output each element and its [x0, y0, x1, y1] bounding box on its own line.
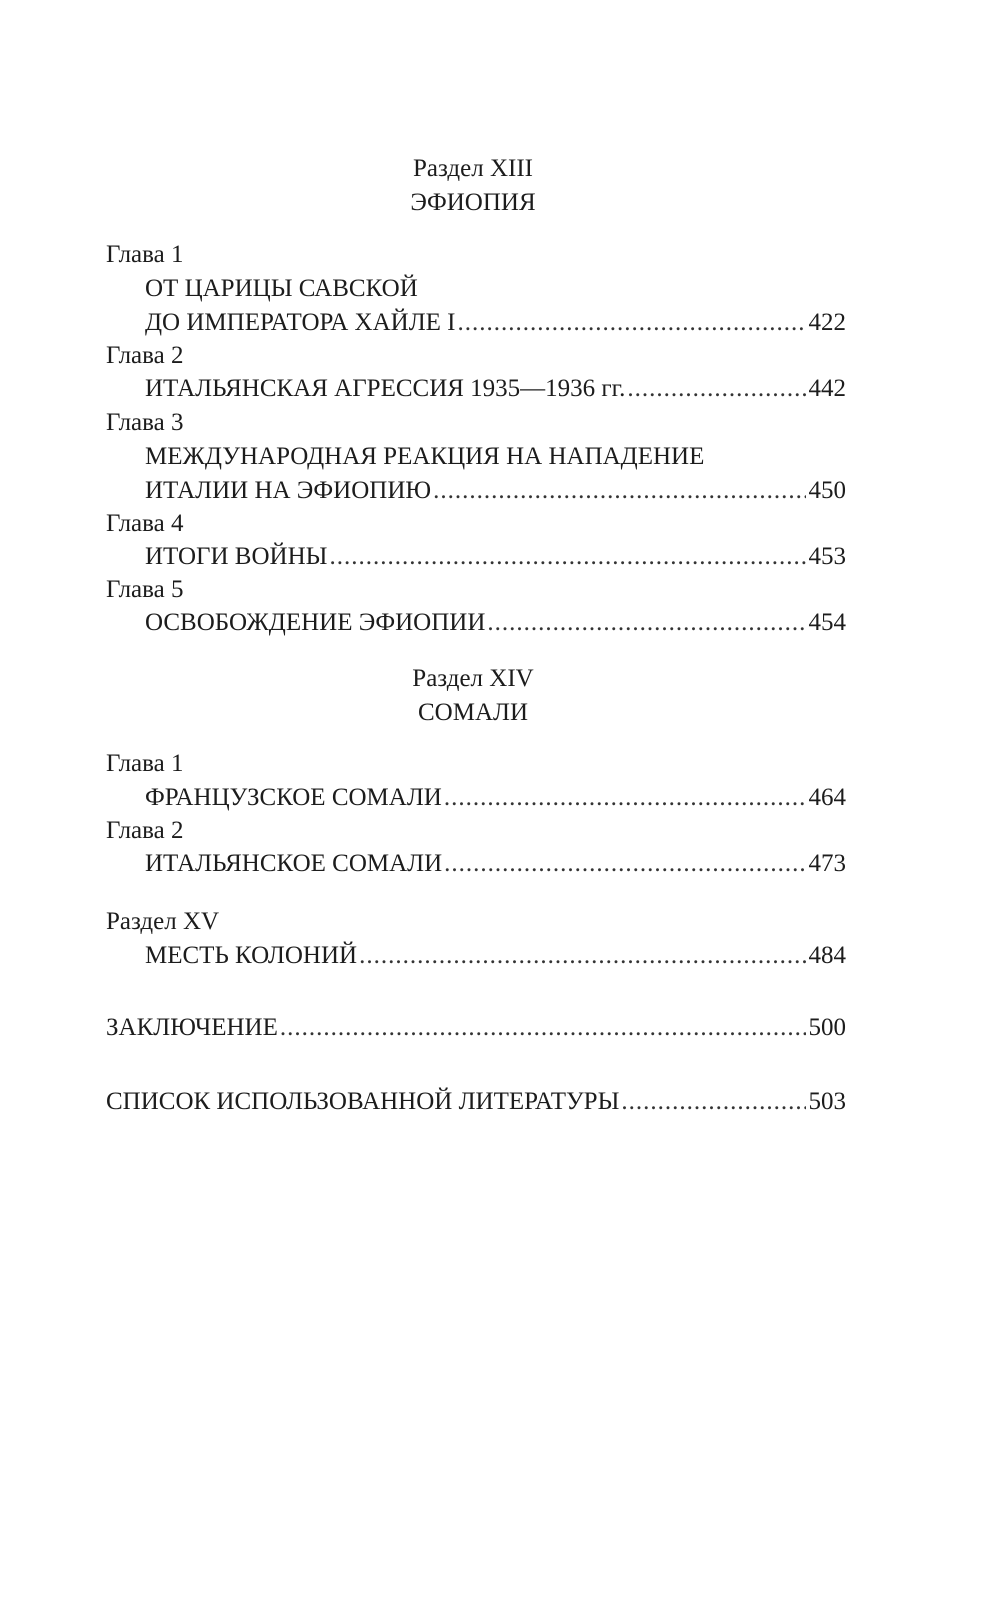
chapter-title: ИТАЛЬЯНСКОЕ СОМАЛИ — [145, 850, 443, 877]
chapter-title: ФРАНЦУЗСКОЕ СОМАЛИ — [145, 784, 442, 811]
chapter-label: Глава 3 — [106, 409, 184, 436]
chapter-title: ИТОГИ ВОЙНЫ — [145, 543, 328, 570]
chapter-label: Глава 4 — [106, 510, 184, 537]
toc-entry[interactable] — [145, 306, 846, 340]
page-number: 442 — [808, 375, 846, 402]
dot-leader — [621, 1085, 805, 1119]
section-title: СОМАЛИ — [417, 699, 529, 726]
dot-leader — [458, 306, 806, 340]
dot-leader — [433, 474, 805, 508]
dot-leader — [280, 1011, 806, 1045]
toc-entry-bibliography[interactable] — [106, 1085, 846, 1119]
toc-entry[interactable] — [145, 606, 846, 640]
chapter-title: ИТАЛИИ НА ЭФИОПИЮ — [145, 477, 432, 504]
page-number: 473 — [808, 850, 846, 877]
page-number: 453 — [808, 543, 846, 570]
section-title: ЭФИОПИЯ — [410, 189, 536, 216]
page-number: 454 — [808, 609, 846, 636]
chapter-title-line: МЕЖДУНАРОДНАЯ РЕАКЦИЯ НА НАПАДЕНИЕ — [145, 443, 705, 470]
chapter-label: Глава 1 — [106, 750, 184, 777]
dot-leader — [359, 939, 805, 973]
toc-entry-conclusion[interactable] — [106, 1011, 846, 1045]
dot-leader — [444, 847, 805, 881]
toc-entry[interactable] — [145, 474, 846, 508]
toc-entry[interactable] — [145, 372, 846, 406]
dot-leader — [487, 606, 805, 640]
page-number: 450 — [808, 477, 846, 504]
chapter-label: Глава 2 — [106, 817, 184, 844]
chapter-label: Глава 5 — [106, 576, 184, 603]
chapter-title: ИТАЛЬЯНСКАЯ АГРЕССИЯ 1935—1936 гг. — [145, 375, 626, 402]
dot-leader — [444, 781, 806, 815]
section-label: Раздел XIII — [413, 155, 533, 182]
page-number: 503 — [808, 1088, 846, 1115]
page-number: 484 — [808, 942, 846, 969]
section-label: Раздел XV — [106, 908, 220, 935]
chapter-title-line: ОТ ЦАРИЦЫ САВСКОЙ — [145, 275, 418, 302]
chapter-label: Глава 2 — [106, 342, 184, 369]
section-label: Раздел XIV — [412, 665, 534, 692]
bibliography-title: СПИСОК ИСПОЛЬЗОВАННОЙ ЛИТЕРАТУРЫ — [106, 1088, 620, 1115]
dot-leader — [329, 540, 805, 574]
chapter-label: Глава 1 — [106, 241, 184, 268]
dot-leader — [627, 372, 805, 406]
toc-entry[interactable] — [145, 939, 846, 973]
page-number: 464 — [808, 784, 846, 811]
chapter-title: ДО ИМПЕРАТОРА ХАЙЛЕ I — [145, 309, 456, 336]
toc-entry[interactable] — [145, 540, 846, 574]
conclusion-title: ЗАКЛЮЧЕНИЕ — [106, 1014, 278, 1041]
page-number: 422 — [808, 309, 846, 336]
section-title: МЕСТЬ КОЛОНИЙ — [145, 942, 358, 969]
page-number: 500 — [808, 1014, 846, 1041]
toc-entry[interactable] — [145, 847, 846, 881]
chapter-title: ОСВОБОЖДЕНИЕ ЭФИОПИИ — [145, 609, 486, 636]
toc-entry[interactable] — [145, 781, 846, 815]
